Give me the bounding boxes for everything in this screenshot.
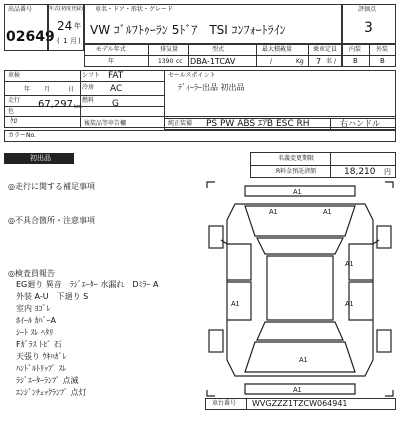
inspector-line: ｴﾝｼﾞﾝﾁｪｯｸﾗﾝﾌﾟ 点灯 bbox=[16, 388, 87, 397]
details-row-2 bbox=[4, 95, 164, 96]
recycle-fee-label: R料金預託済額 bbox=[276, 168, 317, 175]
transfer-divider bbox=[250, 165, 396, 166]
running-notes-title: ◎走行に関する補足事項 bbox=[8, 182, 95, 191]
exterior-label: 外装 bbox=[376, 46, 389, 53]
inspection-day: 日 bbox=[68, 86, 75, 93]
inspection-year: 年 bbox=[24, 86, 31, 93]
displacement-label: 排気量 bbox=[160, 46, 179, 53]
vehicle-name: VW ｺﾞﾙﾌﾄｩｰﾗﾝ 5ﾄﾞｱ TSI ｺﾝﾌｫｰﾄﾗｲﾝ bbox=[90, 23, 286, 37]
color-no-row bbox=[4, 130, 396, 142]
first-listing-text: 初出品 bbox=[30, 154, 51, 162]
car-damage-diagram bbox=[205, 180, 395, 398]
inspector-line: Fｶﾞﾗｽ ﾄﾋﾞ 石 bbox=[16, 340, 62, 349]
type-label: 型式 bbox=[212, 46, 225, 53]
type-value: DBA-1TCAV bbox=[190, 57, 236, 66]
mileage-label: 走行 bbox=[8, 97, 21, 104]
spec-sep-4 bbox=[308, 44, 309, 67]
inspector-line: ﾊﾝﾄﾞﾙﾄﾘｯﾌﾟ ｽﾚ bbox=[16, 364, 67, 373]
defect-notes-title: ◎不具合箇所・注意事項 bbox=[8, 216, 95, 225]
inspector-line: 外装 A-U 下廻り S bbox=[16, 292, 89, 301]
color-value: ｸﾛ bbox=[10, 117, 17, 125]
vin-label: 車台番号 bbox=[212, 400, 237, 407]
grade-value: 3 bbox=[364, 20, 373, 36]
damage-mark: A1 bbox=[323, 209, 332, 216]
recycle-fee-value: 18,210 bbox=[344, 167, 376, 177]
displacement-value: 1390 bbox=[158, 58, 174, 65]
month-open: ( bbox=[57, 37, 60, 45]
lot-number: 02649 bbox=[6, 29, 55, 45]
year-value: 24 bbox=[57, 19, 73, 33]
capacity-unit: 名 bbox=[326, 58, 333, 65]
inspector-line: EG廻り 異音 ﾗｼﾞｴｰﾀｰ 水漏れ Dﾐﾗｰ A bbox=[16, 280, 159, 289]
lot-label: 出品番号 bbox=[8, 6, 33, 13]
equipment-sep bbox=[330, 118, 331, 130]
load-label: 最大積載量 bbox=[262, 46, 293, 53]
color-label: 色 bbox=[8, 108, 15, 115]
name-label: 車名・ドア・形状・グレード bbox=[95, 6, 173, 13]
details-row-3 bbox=[4, 106, 164, 107]
capacity-value: 7 bbox=[316, 57, 322, 66]
year-unit: 年 bbox=[74, 22, 81, 30]
cooling-label: 冷房 bbox=[82, 84, 95, 91]
month-value: 1 bbox=[63, 37, 68, 45]
details-row-4 bbox=[4, 116, 396, 117]
capacity-label: 乗車定員 bbox=[313, 46, 338, 53]
damage-mark: A1 bbox=[269, 209, 278, 216]
month-unit: 月 bbox=[70, 37, 77, 45]
recycle-fee-unit: 円 bbox=[384, 168, 391, 176]
vin-value: WVGZZZ1TZCW064941 bbox=[252, 399, 348, 408]
interior-value: B bbox=[353, 57, 358, 65]
details-row-1 bbox=[4, 81, 164, 82]
transfer-sep bbox=[330, 152, 331, 178]
damage-mark: A1 bbox=[299, 357, 308, 364]
vin-sep bbox=[246, 398, 247, 410]
damage-mark: A1 bbox=[345, 301, 354, 308]
inspector-line: ﾎｲｰﾙ ｶﾊﾞｰA bbox=[16, 316, 57, 325]
damage-mark: A1 bbox=[231, 301, 240, 308]
fuel-value: G bbox=[112, 99, 119, 109]
grade-label: 評価点 bbox=[358, 6, 377, 13]
transfer-label: 名義変更期限 bbox=[278, 155, 315, 162]
equipment-label: 純正装備 bbox=[168, 120, 193, 127]
inspector-line: ﾗｼﾞｴｰﾀｰﾗﾝﾌﾟ 点滅 bbox=[16, 376, 79, 385]
int-ext-divider bbox=[342, 55, 396, 56]
year-label: 年式(初度登録) bbox=[49, 6, 83, 12]
load-slash: / bbox=[270, 58, 273, 65]
cooling-value: AC bbox=[110, 84, 123, 94]
sales-value: ﾃﾞｨｰﾗｰ出品 初出品 bbox=[178, 83, 245, 92]
interior-label: 内装 bbox=[349, 46, 362, 53]
spec-sep-2 bbox=[188, 44, 189, 67]
month-close: ) bbox=[78, 37, 81, 45]
displacement-unit: cc bbox=[176, 58, 183, 65]
equipment-value: PS PW ABS ｴｱB ESC RH bbox=[206, 119, 310, 129]
mileage-value: 67,297 bbox=[38, 99, 73, 110]
spec-sep-1 bbox=[148, 44, 149, 67]
model-year-unit: 年 bbox=[108, 58, 115, 65]
fuel-label: 燃料 bbox=[82, 97, 95, 104]
exterior-value: B bbox=[380, 57, 385, 65]
load-unit: Kg bbox=[296, 58, 304, 65]
color-number-label: カラーNo. bbox=[8, 132, 36, 139]
model-year-label: モデル年式 bbox=[96, 46, 126, 53]
details-sep-1 bbox=[80, 70, 81, 128]
spec-divider bbox=[84, 55, 342, 56]
steering-value: 右ハンドル bbox=[340, 119, 380, 128]
shift-value: FAT bbox=[108, 71, 124, 81]
inspector-title: ◎検査員報告 bbox=[8, 269, 55, 278]
damage-mark: A1 bbox=[293, 387, 302, 394]
inspector-line: 室内 ﾖｺﾞﾚ bbox=[16, 304, 51, 313]
damage-mark: A1 bbox=[293, 189, 302, 196]
inspection-month: 月 bbox=[44, 86, 51, 93]
inspection-label: 車検 bbox=[8, 72, 21, 79]
damage-mark: A1 bbox=[345, 261, 354, 268]
inspector-line: 天張り ｳｷﾊｶﾞﾚ bbox=[16, 352, 67, 361]
shift-label: シフト bbox=[82, 72, 101, 79]
recycle-label: 後装品等申告欄 bbox=[84, 120, 127, 127]
mileage-unit: km bbox=[74, 104, 82, 110]
capacity-slash: / bbox=[334, 58, 337, 65]
sales-label: セールスポイント bbox=[168, 72, 216, 79]
spec-sep-3 bbox=[256, 44, 257, 67]
inspector-line: ｼｰﾄ ｽﾚ ﾍﾀﾘ bbox=[16, 328, 54, 337]
